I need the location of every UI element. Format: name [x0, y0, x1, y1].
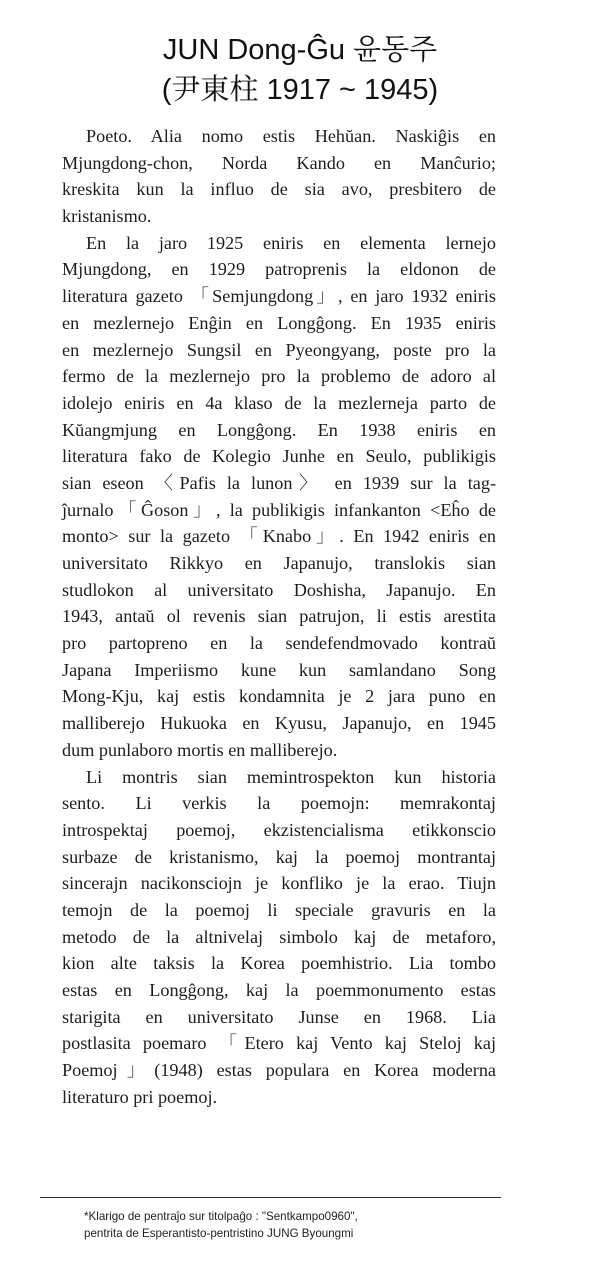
- text-line: literatura fako de Kolegio Junhe en Seulo, publikigis: [62, 446, 496, 467]
- text-line: Kŭangmjung en Longĝong. En 1938 eniris en: [62, 419, 496, 440]
- paragraph-biography: [62, 230, 496, 764]
- article-body: [62, 123, 496, 1110]
- text-line: literatura gazeto 「Semjungdong」, en jaro 1932 eniris: [62, 286, 496, 307]
- text-line: kion alte taksis la Korea poemhistrio. Lia tombo: [62, 953, 496, 974]
- text-line: temojn de la poemoj li speciale gravuris en la: [62, 899, 496, 920]
- text-line: sento. Li verkis la poemojn: memrakontaj: [62, 793, 496, 814]
- text-line: sincerajn nacikonsciojn je konfliko je la erao. Tiujn: [62, 873, 496, 894]
- title-name-line: JUN Dong-Ĝu 윤동주: [162, 34, 438, 66]
- footnote-divider: [40, 1197, 501, 1198]
- text-line: literaturo pri poemoj.: [62, 1086, 218, 1107]
- text-line: universitato Rikkyo en Japanujo, translokis sian: [62, 553, 496, 573]
- text-line: kristanismo.: [62, 206, 152, 227]
- paragraph-intro: [62, 123, 496, 230]
- text-line: postlasita poemaro 「Etero kaj Vento kaj Steloj kaj: [62, 1033, 496, 1054]
- text-line: sian eseon 〈Pafis la lunon〉 en 1939 sur la tag-: [62, 472, 496, 493]
- text-line: starigita en universitato Junse en 1968. Lia: [62, 1006, 496, 1027]
- title-dates-line: (尹東柱 1917 ~ 1945): [161, 74, 439, 106]
- text-line: metodo de la altnivelaj simbolo kaj de metaforo,: [62, 926, 496, 947]
- article-title: [0, 30, 600, 110]
- text-line: dum punlaboro mortis en malliberejo.: [62, 739, 338, 760]
- text-line: Mjungdong-chon, Norda Kando en Manĉurio;: [62, 152, 496, 173]
- text-line: Poeto. Alia nomo estis Hehŭan. Naskiĝis en: [86, 126, 496, 146]
- text-line: estas en Longĝong, kaj la poemmonumento estas: [62, 980, 496, 1000]
- footnote-line: *Klarigo de pentraĵo sur titolpaĝo : "Sentkampo0960",: [84, 1210, 358, 1223]
- text-line: en mezlernejo Sungsil en Pyeongyang, poste pro la: [62, 339, 496, 360]
- text-line: fermo de la mezlernejo pro la problemo de adoro al: [62, 366, 496, 387]
- text-line: kreskita kun la influo de sia avo, presbitero de: [62, 179, 496, 200]
- text-line: Poemoj」(1948) estas populara en Korea moderna: [62, 1060, 496, 1081]
- text-line: malliberejo Hukuoka en Kyusu, Japanujo, en 1945: [62, 713, 496, 734]
- text-line: Mong-Kju, kaj estis kondamnita je 2 jara puno en: [62, 686, 496, 707]
- paragraph-works: [62, 764, 496, 1111]
- text-line: en mezlernejo Enĝin en Longĝong. En 1935 eniris: [62, 312, 496, 333]
- text-line: Japana Imperiismo kune kun samlandano Song: [62, 659, 496, 680]
- text-line: surbaze de kristanismo, kaj la poemoj montrantaj: [62, 846, 496, 867]
- text-line: En la jaro 1925 eniris en elementa lernejo: [86, 232, 496, 253]
- text-line: 1943, antaŭ ol revenis sian patrujon, li estis arestita: [62, 606, 496, 627]
- text-line: monto> sur la gazeto 「Knabo」. En 1942 eniris en: [62, 526, 496, 547]
- text-line: studlokon al universitato Doshisha, Japanujo. En: [62, 579, 496, 600]
- text-line: idolejo eniris en 4a klaso de la mezlerneja parto de: [62, 392, 496, 413]
- text-line: introspektaj poemoj, ekzistencialisma etikkonscio: [62, 819, 496, 840]
- text-line: ĵurnalo「Ĝoson」, la publikigis infankanton <Eĥo de: [62, 499, 496, 520]
- text-line: Li montris sian memintrospekton kun historia: [86, 766, 496, 787]
- text-line: Mjungdong, en 1929 patroprenis la eldonon de: [62, 259, 496, 280]
- footnote-line: pentrita de Esperantisto-pentristino JUNG Byoungmi: [84, 1227, 354, 1240]
- text-line: pro partopreno en la sendefendmovado kontraŭ: [62, 633, 496, 654]
- footnote: [84, 1208, 484, 1242]
